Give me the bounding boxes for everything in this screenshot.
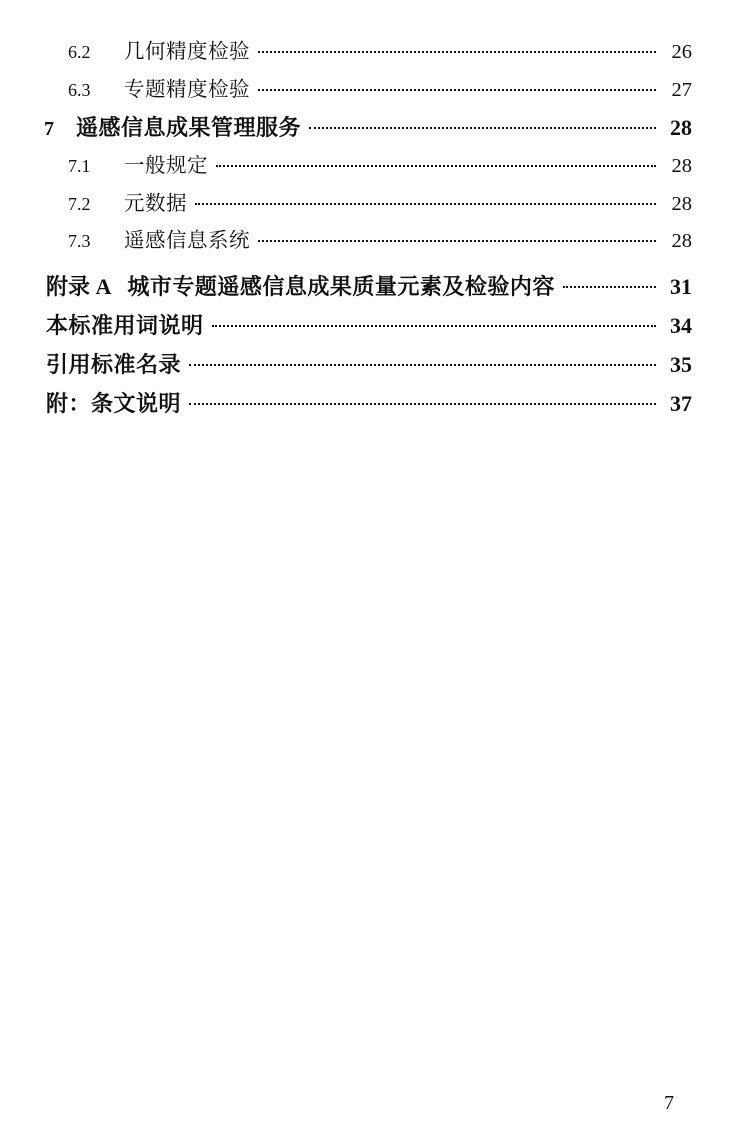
toc-entry[interactable] xyxy=(38,42,692,63)
toc-entry-page: 35 xyxy=(670,351,692,377)
toc-entry-number: 7.3 xyxy=(68,231,91,251)
toc-entry-appendix[interactable] xyxy=(38,273,692,299)
toc-entry-page: 28 xyxy=(671,192,692,215)
toc-entry-number: 附录 A xyxy=(46,273,112,299)
toc-leader-dots xyxy=(258,42,656,63)
toc-entry-title: 遥感信息成果管理服务 xyxy=(76,115,302,140)
toc-entry-page: 31 xyxy=(670,273,692,299)
toc-entry-page: 34 xyxy=(670,312,692,338)
toc-entry-page: 28 xyxy=(671,230,692,252)
toc-entry-title: 附：条文说明 xyxy=(46,390,182,416)
toc-entry[interactable] xyxy=(38,231,692,252)
toc-entry-title: 元数据 xyxy=(124,192,187,215)
toc-entry-number: 6.3 xyxy=(68,79,91,100)
toc-leader-dots xyxy=(195,194,656,215)
toc-entry[interactable] xyxy=(38,156,692,177)
toc-entry[interactable] xyxy=(38,117,692,139)
toc-entry[interactable] xyxy=(38,80,692,101)
toc-entry-number: 7.2 xyxy=(68,193,91,214)
toc-leader-dots xyxy=(189,393,656,415)
toc-entry-page: 26 xyxy=(671,41,692,63)
toc-entry-title: 专题精度检验 xyxy=(124,78,250,101)
toc-entry-title: 遥感信息系统 xyxy=(124,230,250,252)
toc-entry[interactable] xyxy=(38,351,692,377)
toc-entry-title: 几何精度检验 xyxy=(124,41,250,63)
toc-entry[interactable] xyxy=(38,194,692,215)
toc-leader-dots xyxy=(216,156,656,177)
table-of-contents xyxy=(38,42,692,415)
toc-entry-number: 7 xyxy=(44,118,54,140)
toc-entry-title: 本标准用词说明 xyxy=(46,312,204,338)
toc-leader-dots xyxy=(189,354,656,376)
toc-leader-dots xyxy=(258,231,656,252)
toc-entry-title: 一般规定 xyxy=(124,155,208,177)
page-number: 7 xyxy=(664,1092,674,1114)
toc-entry-number: 6.2 xyxy=(68,42,91,62)
toc-leader-dots xyxy=(309,117,656,139)
toc-entry[interactable] xyxy=(38,312,692,338)
toc-leader-dots xyxy=(258,80,656,101)
toc-entry-page: 27 xyxy=(671,78,692,101)
toc-entry-title: 城市专题遥感信息成果质量元素及检验内容 xyxy=(127,273,555,299)
toc-entry-page: 37 xyxy=(670,390,692,416)
toc-leader-dots xyxy=(212,315,656,337)
toc-entry[interactable] xyxy=(38,390,692,416)
toc-entry-title: 引用标准名录 xyxy=(46,351,182,377)
toc-leader-dots xyxy=(563,276,656,298)
toc-entry-number: 7.1 xyxy=(68,156,91,176)
toc-entry-page: 28 xyxy=(671,155,692,177)
toc-entry-page: 28 xyxy=(670,115,692,140)
